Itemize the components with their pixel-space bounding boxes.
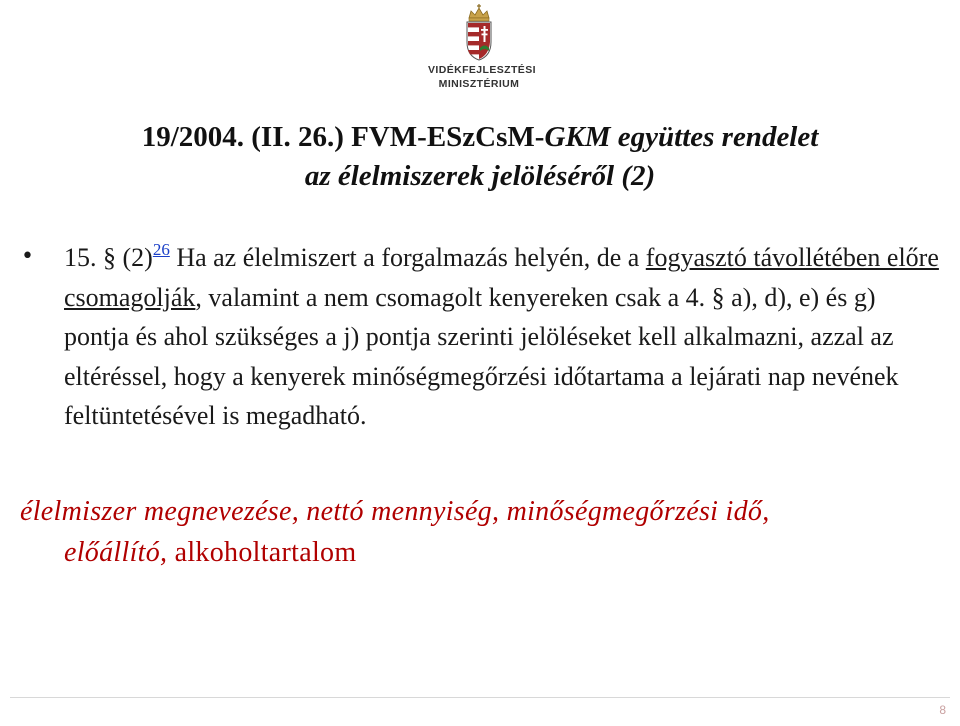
title-line-1-italic: GKM együttes rendelet bbox=[544, 121, 819, 153]
slide-title bbox=[0, 118, 960, 196]
bullet-icon: • bbox=[21, 244, 34, 269]
page-number: 8 bbox=[939, 703, 946, 717]
paragraph-part-3: , valamint a nem csomagolt kenyereken csak a 4. § a), d), e) és g) pontja és ahol szükséges a j) pontja szerinti jelöléseket kell alkalmazni, azzal az eltéréssel, hogy a kenyerek minőségmegőrzési időtartama a lejárati nap nevének feltüntetésével is megadható. bbox=[64, 282, 899, 430]
title-line-1 bbox=[0, 118, 960, 157]
ministry-name-line1: VIDÉKFEJLESZTÉSI bbox=[428, 64, 536, 76]
coat-of-arms-icon bbox=[462, 4, 496, 62]
title-line-2: az élelmiszerek jelöléséről (2) bbox=[304, 160, 656, 192]
footer-divider bbox=[10, 697, 950, 698]
paragraph-part-1: 15. § (2) bbox=[64, 243, 153, 272]
regulation-paragraph bbox=[64, 238, 944, 436]
ministry-logo bbox=[428, 4, 536, 96]
ministry-name-line2: MINISZTÉRIUM bbox=[438, 78, 520, 90]
title-line-1-normal: 19/2004. (II. 26.) FVM-ESzCsM- bbox=[141, 121, 545, 153]
paragraph-underlined: fogyasztó távollétében előre csomagolják bbox=[64, 243, 939, 312]
paragraph-part-2: Ha az élelmiszert a forgalmazás helyén, de a bbox=[169, 243, 646, 272]
note-line-2-italic: előállító, bbox=[64, 537, 168, 568]
note-line-2-normal: alkoholtartalom bbox=[167, 537, 357, 568]
note-line-2 bbox=[64, 534, 356, 572]
note-line-1: élelmiszer megnevezése, nettó mennyiség, minőségmegőrzési idő, bbox=[20, 496, 770, 527]
footnote-link[interactable]: 26 bbox=[152, 240, 170, 259]
